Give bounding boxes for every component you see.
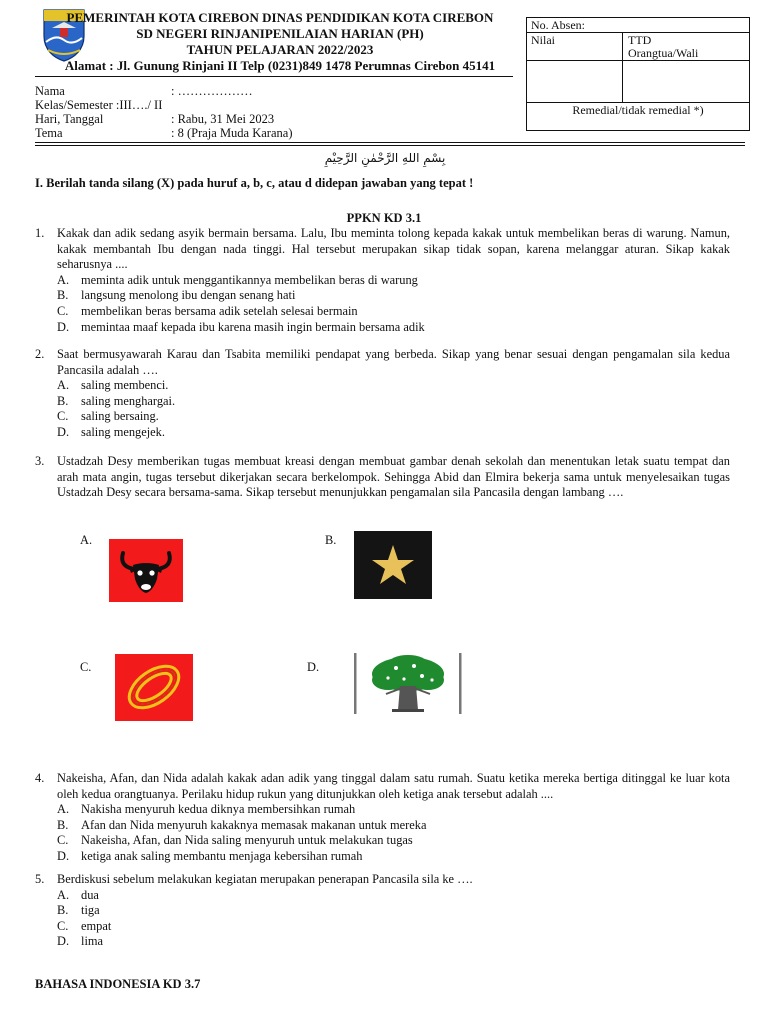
question-text: Berdiskusi sebelum melakukan kegiatan merupakan penerapan Pancasila sila ke …. (57, 872, 473, 886)
question-number: 4. (35, 771, 45, 785)
option-a[interactable]: A. dua (57, 887, 99, 902)
kelas-label: Kelas/Semester :III…./ II (35, 98, 163, 112)
option-a[interactable]: A. meminta adik untuk menggantikannya membelikan beras di warung (57, 272, 418, 287)
section-ppkn-title: PPKN KD 3.1 (346, 211, 422, 225)
option-a-label[interactable]: A. (80, 533, 93, 547)
remedial-label: Remedial/tidak remedial *) (572, 103, 704, 117)
meta-divider (35, 142, 745, 143)
nilai-cell[interactable] (527, 61, 621, 101)
star-emblem-icon[interactable] (354, 531, 432, 599)
tema-label: Tema (35, 126, 63, 140)
question-3 (35, 454, 730, 501)
option-b-label[interactable]: B. (325, 533, 337, 547)
instruction: I. Berilah tanda silang (X) pada huruf a, b, c, atau d didepan jawaban yang tepat ! (35, 176, 474, 190)
header-address: Alamat : Jl. Gunung Rinjani II Telp (0231)849 1478 Perumnas Cirebon 45141 (64, 58, 496, 73)
question-text: Ustadzah Desy memberikan tugas membuat kreasi dengan membuat gambar denah sekolah dan menentukan letak suatu tempat dan arah mata angin, tugas tersebut dikerjakan secara berkelompok. Sehingga Abid dan Elmira bekerja sama untuk menyelesaikan tugas Ustadzah Desy secara bersama-sama. Sikap tersebut menunjukkan pengamalan sila Pancasila dengan lambang …. (57, 454, 730, 500)
question-number: 2. (35, 347, 45, 361)
basmalah: بِسْمِ اللهِ الرَّحْمٰنِ الرَّحِيْمِ (324, 151, 446, 165)
question-number: 3. (35, 454, 45, 468)
option-b[interactable]: B. tiga (57, 903, 100, 918)
absen-label: No. Absen: (531, 18, 585, 32)
nama-label: Nama (35, 84, 65, 98)
hari-value: : Rabu, 31 Mei 2023 (171, 112, 275, 126)
option-c[interactable]: C. empat (57, 918, 112, 933)
option-d[interactable]: D. memintaa maaf kepada ibu karena masih ingin bermain bersama adik (57, 319, 425, 334)
chain-emblem-icon[interactable] (115, 654, 193, 721)
nama-value[interactable]: : ……………… (171, 84, 253, 98)
question-text: Nakeisha, Afan, dan Nida adalah kakak adan adik yang tinggal dalam satu rumah. Suatu ketika mereka bertiga ditinggal ke luar kota oleh kedua orangtuanya. Perilaku hidup rukun yang ditunjukkan oleh ketiga anak tersebut adalah .... (57, 771, 730, 801)
option-c[interactable]: C. saling bersaing. (57, 409, 159, 424)
tema-value: : 8 (Praja Muda Karana) (171, 126, 293, 140)
section-bahasa-title: BAHASA INDONESIA KD 3.7 (35, 977, 201, 991)
bull-head-emblem-icon[interactable] (109, 539, 183, 602)
header-divider (35, 76, 513, 77)
banyan-tree-emblem-icon[interactable] (352, 652, 464, 715)
option-a[interactable]: A. saling membenci. (57, 378, 169, 393)
question-text: Kakak dan adik sedang asyik bermain bersama. Lalu, Ibu meminta tolong kepada kakak untuk membelikan beras di warung. Namun, kakak membantah Ibu dengan nada tinggi. Hal tersebut merupakan sikap tidak sopan, karena melanggar aturan. Sikap kakak seharusnya .... (57, 226, 730, 272)
option-c[interactable]: C. membelikan beras bersama adik setelah selesai bermain (57, 303, 358, 318)
hari-label: Hari, Tanggal (35, 112, 104, 126)
ttd-wali-label: Orangtua/Wali (628, 46, 699, 60)
option-c-label[interactable]: C. (80, 660, 92, 674)
header-line-2: SD NEGERI RINJANIPENILAIAN HARIAN (PH) (136, 26, 424, 41)
header-line-1: PEMERINTAH KOTA CIREBON DINAS PENDIDIKAN KOTA CIREBON (66, 10, 494, 25)
option-b[interactable]: B. Afan dan Nida menyuruh kakaknya memasak makanan untuk mereka (57, 817, 427, 832)
option-d[interactable]: D. saling mengejek. (57, 424, 165, 439)
option-d-label[interactable]: D. (307, 660, 320, 674)
meta-divider-2 (35, 145, 745, 146)
question-4 (35, 771, 730, 865)
question-1 (35, 226, 730, 335)
option-b[interactable]: B. saling menghargai. (57, 393, 176, 408)
question-text: Saat bermusyawarah Karau dan Tsabita memiliki pendapat yang berbeda. Sikap yang benar sesuai dengan pengamalan sila kedua Pancasila adalah …. (57, 347, 730, 377)
option-c[interactable]: C. Nakeisha, Afan, dan Nida saling menyuruh untuk melakukan tugas (57, 833, 413, 848)
header-line-3: TAHUN PELAJARAN 2022/2023 (186, 42, 374, 57)
option-d[interactable]: D. ketiga anak saling membantu menjaga kebersihan rumah (57, 848, 363, 863)
ttd-label: TTD (628, 33, 652, 47)
question-number: 1. (35, 226, 45, 240)
question-2 (35, 347, 730, 441)
option-d[interactable]: D. lima (57, 934, 104, 949)
ttd-cell[interactable] (623, 61, 749, 101)
question-5 (35, 872, 730, 950)
option-b[interactable]: B. langsung menolong ibu dengan senang hati (57, 288, 296, 303)
option-a[interactable]: A. Nakisha menyuruh kedua diknya membersihkan rumah (57, 802, 356, 817)
nilai-label: Nilai (531, 33, 555, 47)
question-number: 5. (35, 872, 45, 886)
